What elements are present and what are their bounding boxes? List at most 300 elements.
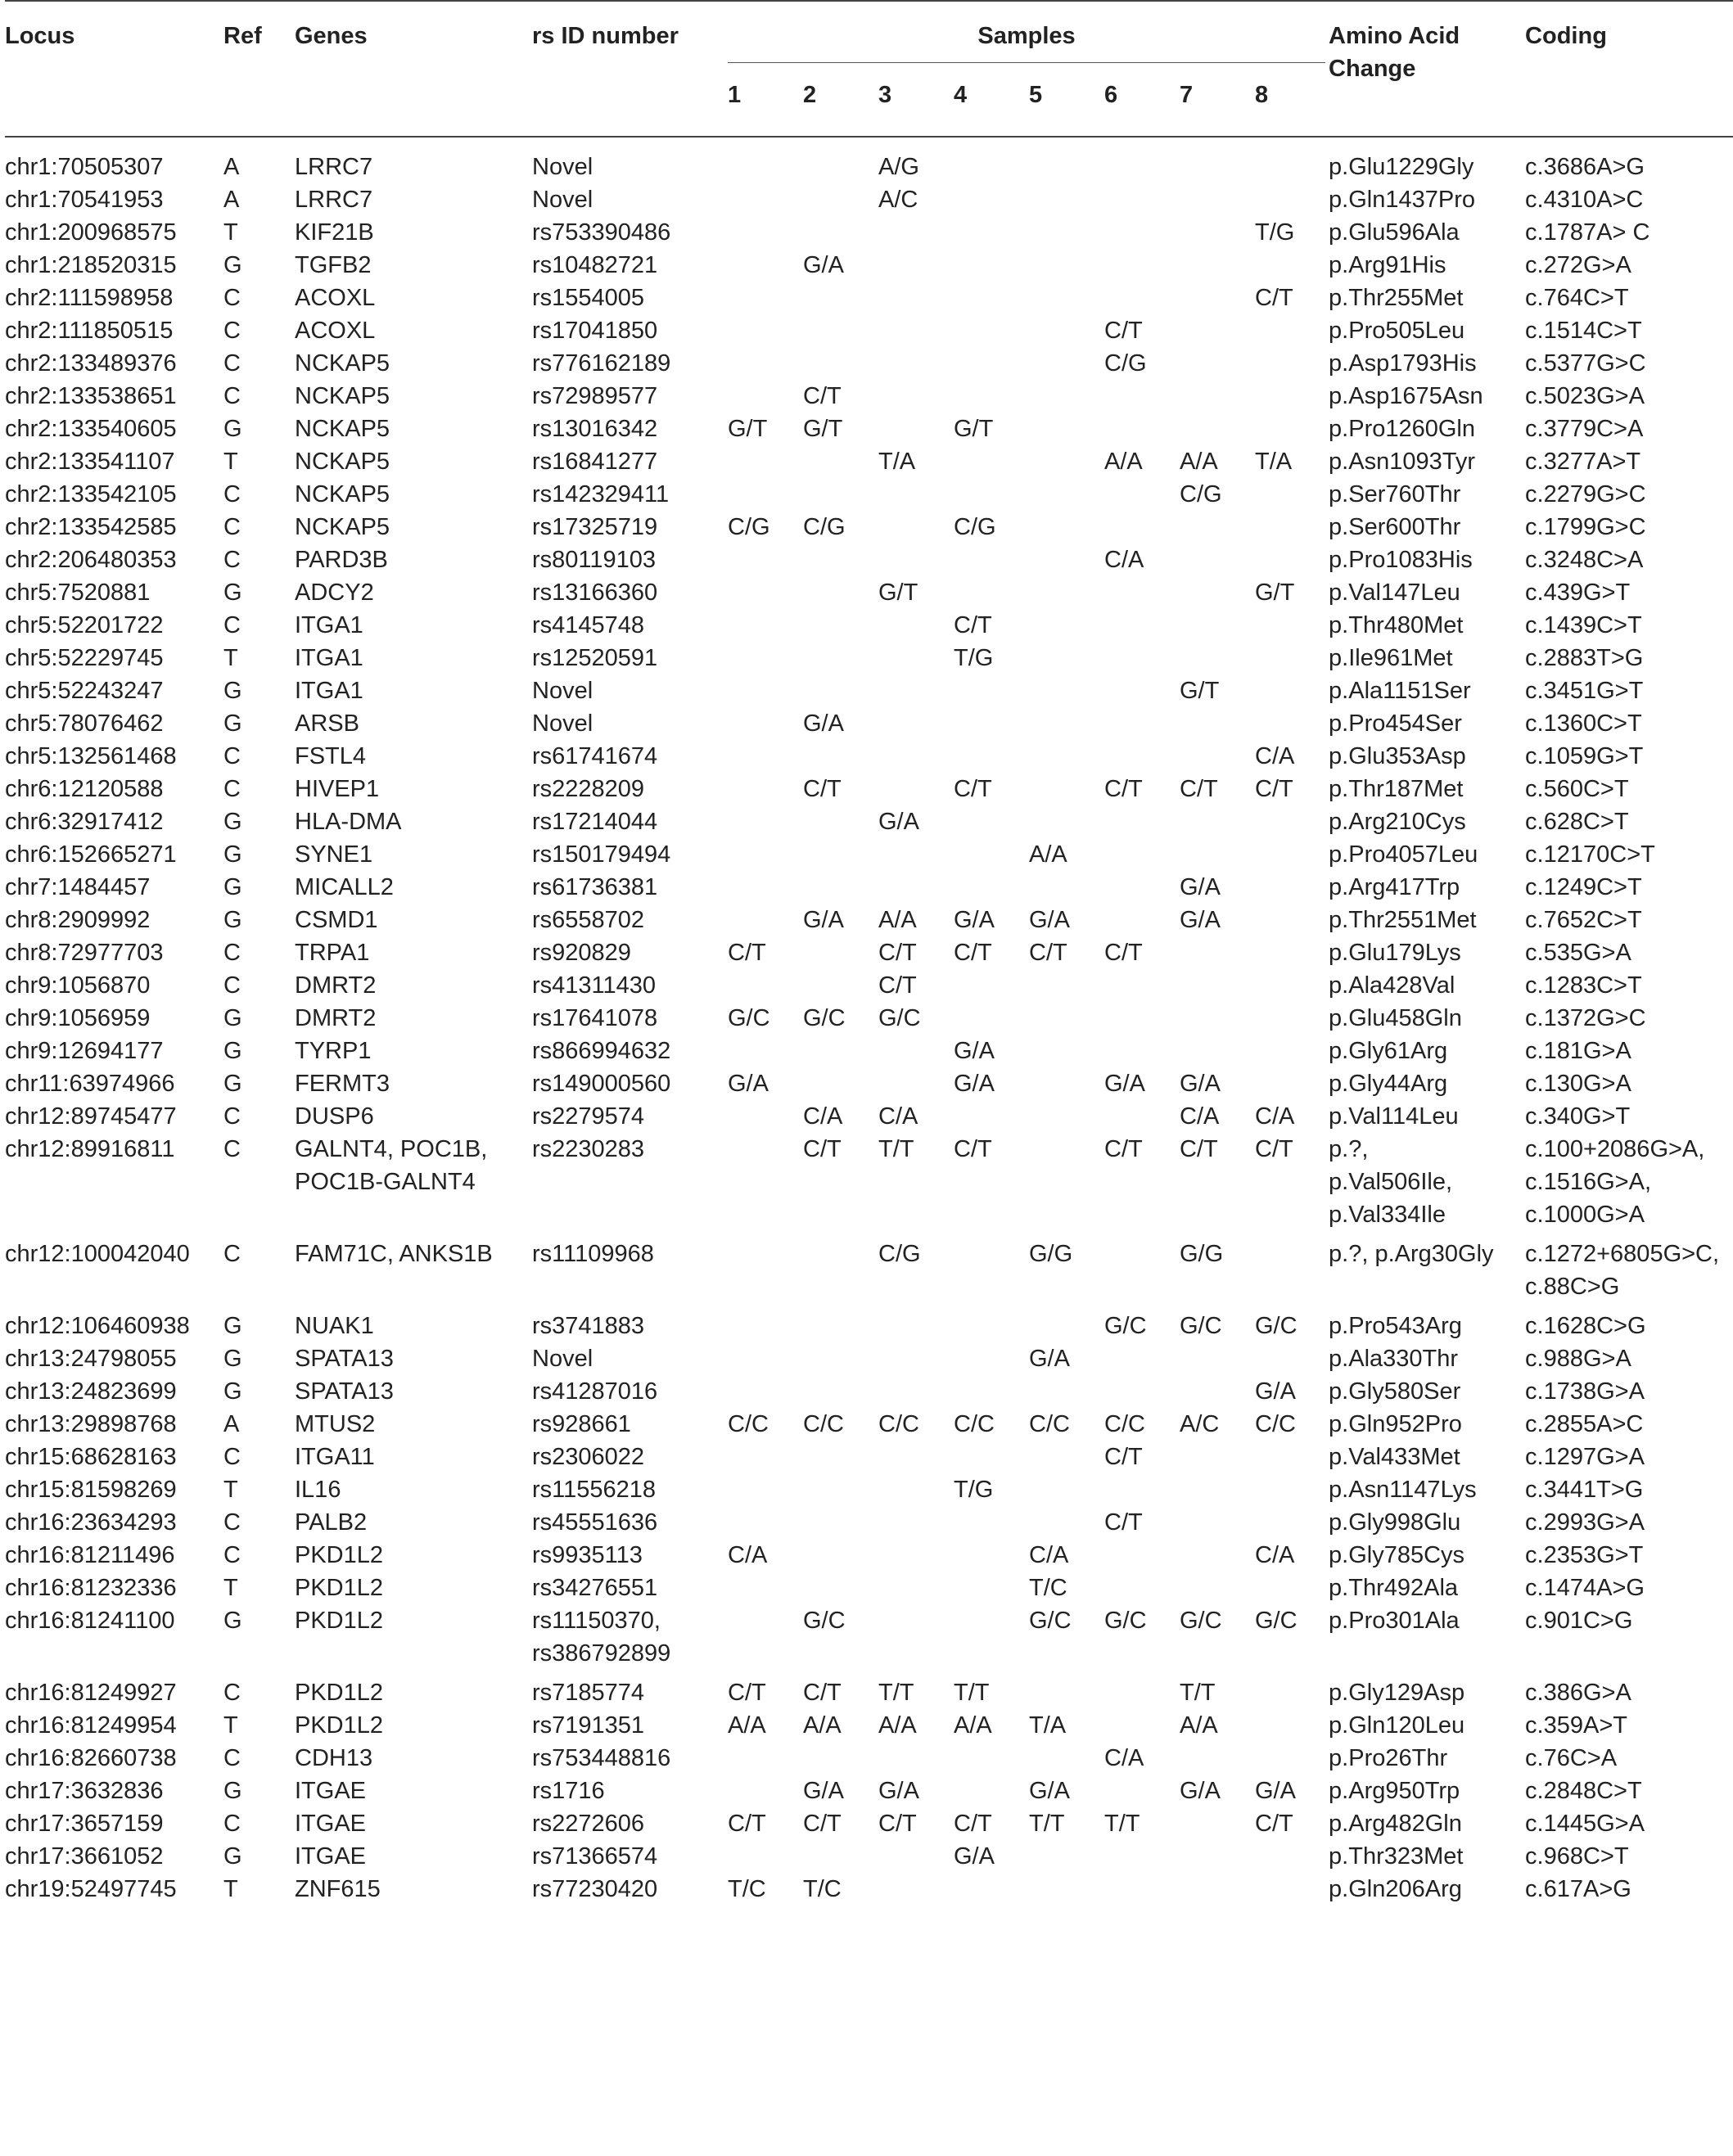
- coding-cell: c.3277A>T: [1525, 449, 1641, 475]
- sample-4-cell: [954, 740, 1029, 773]
- aa-change-cell: p.Gly44Arg: [1329, 1071, 1448, 1097]
- coding-cell: c.1738G>A: [1525, 1378, 1645, 1405]
- sample-2-cell: [803, 183, 878, 216]
- sample-8-cell: [1255, 413, 1329, 445]
- rsid-cell: rs1554005: [532, 285, 645, 311]
- sample-2-cell: G/A: [803, 710, 844, 737]
- sample-2-cell: [803, 969, 878, 1002]
- sample-5-cell: [1029, 1375, 1104, 1408]
- sample-7-cell: [1180, 609, 1255, 642]
- locus-cell: chr2:111598958: [5, 285, 174, 311]
- sample-6-cell: [1104, 674, 1180, 707]
- sample-1-cell: C/G: [728, 514, 770, 540]
- sample-3-cell: [878, 773, 954, 805]
- sample-6-cell: [1104, 1375, 1180, 1408]
- sample-1-cell: A/A: [728, 1712, 766, 1739]
- sample-5-cell: [1029, 609, 1104, 642]
- sample-5-cell: [1029, 347, 1104, 380]
- coding-cell: c.628C>T: [1525, 809, 1629, 835]
- table-row: [5, 871, 1733, 904]
- sample-5-cell: [1029, 805, 1104, 838]
- sample-3-cell: [878, 347, 954, 380]
- coding-cell: c.764C>T: [1525, 285, 1629, 311]
- sample-7-cell: [1180, 1840, 1255, 1873]
- table-row: [5, 1676, 1733, 1709]
- rsid-cell: rs11109968: [532, 1241, 654, 1267]
- sample-1-cell: [728, 347, 803, 380]
- sample-5-cell: T/A: [1029, 1712, 1067, 1739]
- coding-cell: c.617A>G: [1525, 1876, 1631, 1902]
- ref-cell: C: [223, 1103, 241, 1130]
- sample-5-cell: [1029, 511, 1104, 544]
- sample-2-cell: [803, 674, 878, 707]
- sample-1-cell: [728, 445, 803, 478]
- table-row: [5, 609, 1733, 642]
- sample-2-cell: [803, 740, 878, 773]
- sample-8-cell: [1255, 1506, 1329, 1539]
- ref-cell: G: [223, 1071, 242, 1097]
- sample-6-cell: [1104, 216, 1180, 249]
- table-row: [5, 773, 1733, 805]
- sample-1-cell: [728, 1572, 803, 1604]
- sample-2-cell: [803, 642, 878, 674]
- table-row: [5, 282, 1733, 314]
- sample-3-cell: [878, 871, 954, 904]
- rsid-cell: rs9935113: [532, 1542, 643, 1568]
- genes-cell: ITGAE: [295, 1811, 367, 1837]
- sample-5-cell: [1029, 674, 1104, 707]
- sample-2-cell: [803, 1539, 878, 1572]
- table-row: [5, 511, 1733, 544]
- ref-cell: C: [223, 776, 241, 802]
- sample-6-cell: [1104, 1342, 1180, 1375]
- sample-2-cell: [803, 347, 878, 380]
- sample-2-cell: G/A: [803, 252, 844, 278]
- ref-cell: C: [223, 1444, 241, 1470]
- locus-cell: chr13:29898768: [5, 1411, 177, 1437]
- sample-6-cell: [1104, 740, 1180, 773]
- sample-3-cell: [878, 1840, 954, 1873]
- aa-change-cell: p.Thr480Met: [1329, 612, 1464, 638]
- sample-1-cell: [728, 969, 803, 1002]
- sample-1-cell: C/T: [728, 1811, 766, 1837]
- coding-cell: c.272G>A: [1525, 252, 1631, 278]
- sample-6-cell: [1104, 1100, 1180, 1133]
- table-row: [5, 1775, 1733, 1807]
- sample-6-cell: [1104, 969, 1180, 1002]
- locus-cell: chr11:63974966: [5, 1071, 175, 1097]
- rsid-cell: rs150179494: [532, 841, 671, 868]
- sample-4-cell: [954, 544, 1029, 576]
- genes-cell: IL16: [295, 1477, 341, 1503]
- sample-3-cell: C/C: [878, 1411, 919, 1437]
- aa-change-cell: p.Thr323Met: [1329, 1843, 1464, 1870]
- locus-cell: chr16:81249927: [5, 1680, 177, 1706]
- genes-cell: ITGA11: [295, 1444, 375, 1470]
- rsid-cell: rs753390486: [532, 219, 671, 246]
- sample-4-cell: [954, 1342, 1029, 1375]
- aa-change-cell: p.?, p.Val506Ile, p.Val334Ile: [1329, 1136, 1453, 1228]
- sample-5-cell: [1029, 1873, 1104, 1906]
- table-row: [5, 380, 1733, 413]
- sample-1-cell: [728, 544, 803, 576]
- locus-cell: chr17:3657159: [5, 1811, 164, 1837]
- sample-7-cell: [1180, 183, 1255, 216]
- sample-7-cell: [1180, 838, 1255, 871]
- sample-3-cell: [878, 674, 954, 707]
- sample-7-cell: [1180, 314, 1255, 347]
- sample-8-cell: C/T: [1255, 1811, 1293, 1837]
- genes-cell: NCKAP5: [295, 350, 390, 377]
- coding-cell: c.1628C>G: [1525, 1313, 1646, 1339]
- aa-change-cell: p.Arg91His: [1329, 252, 1446, 278]
- sample-5-cell: [1029, 642, 1104, 674]
- genes-cell: NCKAP5: [295, 416, 390, 442]
- sample-4-cell: C/G: [954, 514, 996, 540]
- locus-cell: chr7:1484457: [5, 874, 151, 900]
- rsid-cell: rs7185774: [532, 1680, 645, 1706]
- locus-cell: chr8:72977703: [5, 940, 164, 966]
- ref-cell: A: [223, 187, 240, 213]
- sample-3-cell: [878, 216, 954, 249]
- coding-cell: c.12170C>T: [1525, 841, 1655, 868]
- sample-4-cell: [954, 216, 1029, 249]
- sample-5-cell: [1029, 871, 1104, 904]
- coding-cell: c.2883T>G: [1525, 645, 1644, 671]
- coding-cell: c.5023G>A: [1525, 383, 1645, 409]
- coding-cell: c.1059G>T: [1525, 743, 1644, 769]
- aa-change-cell: p.Gln206Arg: [1329, 1876, 1462, 1902]
- sample-6-cell: [1104, 576, 1180, 609]
- locus-cell: chr15:68628163: [5, 1444, 177, 1470]
- sample-3-cell: [878, 249, 954, 282]
- sample-1-cell: [728, 1441, 803, 1473]
- sample-3-cell: [878, 380, 954, 413]
- table-row: [5, 249, 1733, 282]
- genes-cell: ITGA1: [295, 612, 363, 638]
- ref-cell: A: [223, 154, 240, 180]
- aa-change-cell: p.Gln1437Pro: [1329, 187, 1476, 213]
- coding-cell: c.1372G>C: [1525, 1005, 1646, 1031]
- sample-5-cell: [1029, 380, 1104, 413]
- ref-cell: C: [223, 1542, 241, 1568]
- sample-7-cell: G/T: [1180, 678, 1220, 704]
- sample-1-cell: [728, 1342, 803, 1375]
- sample-6-cell: C/T: [1104, 1509, 1143, 1536]
- ref-cell: G: [223, 1038, 242, 1064]
- locus-cell: chr2:133542585: [5, 514, 177, 540]
- sample-8-cell: [1255, 380, 1329, 413]
- sample-2-cell: C/G: [803, 514, 846, 540]
- rsid-cell: rs71366574: [532, 1843, 658, 1870]
- sample-2-cell: [803, 805, 878, 838]
- locus-cell: chr13:24798055: [5, 1346, 177, 1372]
- aa-change-cell: p.Pro26Thr: [1329, 1745, 1448, 1771]
- rsid-cell: rs2279574: [532, 1103, 645, 1130]
- locus-cell: chr5:78076462: [5, 710, 164, 737]
- sample-6-cell: [1104, 1873, 1180, 1906]
- coding-cell: c.386G>A: [1525, 1680, 1631, 1706]
- table-row: [5, 1539, 1733, 1572]
- sample-1-cell: [728, 773, 803, 805]
- genes-cell: PKD1L2: [295, 1542, 384, 1568]
- sample-8-cell: [1255, 1238, 1329, 1310]
- header-sample-6: 6: [1104, 82, 1118, 108]
- sample-5-cell: [1029, 1133, 1104, 1238]
- sample-4-cell: [954, 347, 1029, 380]
- sample-7-cell: G/C: [1180, 1313, 1222, 1339]
- table-row: [5, 478, 1733, 511]
- ref-cell: C: [223, 1509, 241, 1536]
- rsid-cell: rs2228209: [532, 776, 645, 802]
- coding-cell: c.181G>A: [1525, 1038, 1631, 1064]
- sample-8-cell: [1255, 1002, 1329, 1035]
- sample-6-cell: [1104, 1238, 1180, 1310]
- rsid-cell: Novel: [532, 1346, 593, 1372]
- sample-5-cell: [1029, 478, 1104, 511]
- sample-5-cell: [1029, 576, 1104, 609]
- sample-7-cell: [1180, 740, 1255, 773]
- sample-3-cell: [878, 707, 954, 740]
- genes-cell: CDH13: [295, 1745, 373, 1771]
- table-row: [5, 805, 1733, 838]
- locus-cell: chr19:52497745: [5, 1876, 177, 1902]
- sample-4-cell: [954, 969, 1029, 1002]
- sample-6-cell: G/C: [1104, 1608, 1147, 1634]
- sample-2-cell: C/T: [803, 1811, 842, 1837]
- sample-5-cell: G/A: [1029, 1346, 1070, 1372]
- rsid-cell: rs3741883: [532, 1313, 645, 1339]
- table-body: [5, 137, 1733, 1906]
- sample-7-cell: [1180, 511, 1255, 544]
- ref-cell: C: [223, 940, 241, 966]
- locus-cell: chr16:81211496: [5, 1542, 175, 1568]
- sample-4-cell: [954, 183, 1029, 216]
- sample-8-cell: [1255, 871, 1329, 904]
- ref-cell: C: [223, 350, 241, 377]
- coding-cell: c.1445G>A: [1525, 1811, 1645, 1837]
- ref-cell: T: [223, 1575, 238, 1601]
- ref-cell: C: [223, 383, 241, 409]
- sample-1-cell: [728, 1604, 803, 1676]
- sample-4-cell: [954, 314, 1029, 347]
- coding-cell: c.3451G>T: [1525, 678, 1644, 704]
- ref-cell: C: [223, 318, 241, 344]
- sample-5-cell: G/G: [1029, 1241, 1073, 1267]
- locus-cell: chr1:218520315: [5, 252, 177, 278]
- rsid-cell: rs2272606: [532, 1811, 645, 1837]
- coding-cell: c.2279G>C: [1525, 481, 1646, 507]
- sample-3-cell: G/C: [878, 1005, 921, 1031]
- sample-3-cell: [878, 1539, 954, 1572]
- genes-cell: ADCY2: [295, 580, 374, 606]
- rsid-cell: rs12520591: [532, 645, 658, 671]
- locus-cell: chr16:82660738: [5, 1745, 177, 1771]
- sample-4-cell: [954, 674, 1029, 707]
- coding-cell: c.5377G>C: [1525, 350, 1646, 377]
- sample-8-cell: C/A: [1255, 1542, 1295, 1568]
- sample-7-cell: [1180, 707, 1255, 740]
- sample-8-cell: G/A: [1255, 1778, 1296, 1804]
- header-locus: Locus: [5, 1, 223, 137]
- sample-6-cell: C/A: [1104, 1745, 1144, 1771]
- aa-change-cell: p.Thr255Met: [1329, 285, 1464, 311]
- aa-change-cell: p.Glu458Gln: [1329, 1005, 1462, 1031]
- sample-8-cell: G/T: [1255, 580, 1295, 606]
- genes-cell: NCKAP5: [295, 383, 390, 409]
- sample-7-cell: [1180, 1807, 1255, 1840]
- table-row: [5, 1035, 1733, 1067]
- ref-cell: C: [223, 547, 241, 573]
- genes-cell: PARD3B: [295, 547, 388, 573]
- sample-8-cell: [1255, 1572, 1329, 1604]
- locus-cell: chr16:81232336: [5, 1575, 177, 1601]
- sample-5-cell: [1029, 137, 1104, 183]
- sample-8-cell: [1255, 137, 1329, 183]
- sample-1-cell: [728, 871, 803, 904]
- sample-3-cell: A/A: [878, 907, 917, 933]
- locus-cell: chr17:3632836: [5, 1778, 164, 1804]
- ref-cell: T: [223, 1712, 238, 1739]
- ref-cell: A: [223, 1411, 240, 1437]
- sample-4-cell: G/A: [954, 1071, 995, 1097]
- genes-cell: NUAK1: [295, 1313, 374, 1339]
- sample-2-cell: G/T: [803, 416, 843, 442]
- sample-1-cell: [728, 1775, 803, 1807]
- sample-5-cell: [1029, 740, 1104, 773]
- table-row: [5, 1238, 1733, 1310]
- sample-6-cell: C/T: [1104, 940, 1143, 966]
- sample-1-cell: [728, 576, 803, 609]
- sample-5-cell: [1029, 282, 1104, 314]
- locus-cell: chr1:70505307: [5, 154, 164, 180]
- genes-cell: ACOXL: [295, 285, 376, 311]
- locus-cell: chr9:1056959: [5, 1005, 151, 1031]
- coding-cell: c.1272+6805G>C, c.88C>G: [1525, 1241, 1720, 1300]
- header-sample-4: 4: [954, 82, 968, 108]
- sample-6-cell: A/A: [1104, 449, 1143, 475]
- sample-4-cell: [954, 1539, 1029, 1572]
- sample-2-cell: [803, 216, 878, 249]
- table-row: [5, 216, 1733, 249]
- sample-6-cell: [1104, 1473, 1180, 1506]
- ref-cell: C: [223, 285, 241, 311]
- table-row: [5, 707, 1733, 740]
- sample-7-cell: [1180, 380, 1255, 413]
- header-sample-1: 1: [728, 82, 742, 108]
- sample-7-cell: G/A: [1180, 874, 1221, 900]
- locus-cell: chr6:152665271: [5, 841, 177, 868]
- aa-change-cell: p.Thr492Ala: [1329, 1575, 1459, 1601]
- sample-6-cell: [1104, 838, 1180, 871]
- rsid-cell: rs41287016: [532, 1378, 658, 1405]
- sample-4-cell: G/A: [954, 907, 995, 933]
- sample-8-cell: C/A: [1255, 743, 1295, 769]
- ref-cell: C: [223, 1136, 241, 1162]
- sample-8-cell: T/G: [1255, 219, 1295, 246]
- ref-cell: G: [223, 1378, 242, 1405]
- sample-4-cell: [954, 838, 1029, 871]
- sample-7-cell: [1180, 282, 1255, 314]
- sample-2-cell: [803, 609, 878, 642]
- sample-2-cell: [803, 1067, 878, 1100]
- coding-cell: c.2993G>A: [1525, 1509, 1645, 1536]
- header-aa-change: Amino Acid Change: [1329, 1, 1525, 137]
- sample-8-cell: [1255, 1441, 1329, 1473]
- sample-4-cell: [954, 249, 1029, 282]
- sample-3-cell: G/A: [878, 1778, 919, 1804]
- sample-3-cell: C/A: [878, 1103, 918, 1130]
- sample-3-cell: [878, 1375, 954, 1408]
- sample-6-cell: C/T: [1104, 776, 1143, 802]
- sample-3-cell: [878, 1742, 954, 1775]
- sample-3-cell: A/A: [878, 1712, 917, 1739]
- sample-5-cell: [1029, 1840, 1104, 1873]
- sample-4-cell: [954, 576, 1029, 609]
- sample-4-cell: C/T: [954, 776, 992, 802]
- coding-cell: c.2855A>C: [1525, 1411, 1644, 1437]
- sample-4-cell: [954, 380, 1029, 413]
- sample-2-cell: [803, 1742, 878, 1775]
- header-sample-3: 3: [878, 82, 892, 108]
- sample-1-cell: G/A: [728, 1071, 769, 1097]
- sample-1-cell: [728, 216, 803, 249]
- aa-change-cell: p.Val114Leu: [1329, 1103, 1459, 1130]
- sample-7-cell: A/A: [1180, 1712, 1218, 1739]
- sample-5-cell: [1029, 1506, 1104, 1539]
- genes-cell: NCKAP5: [295, 481, 390, 507]
- sample-2-cell: [803, 1310, 878, 1342]
- sample-6-cell: [1104, 1002, 1180, 1035]
- genes-cell: PKD1L2: [295, 1712, 384, 1739]
- sample-2-cell: [803, 1473, 878, 1506]
- sample-3-cell: [878, 544, 954, 576]
- sample-8-cell: C/C: [1255, 1411, 1296, 1437]
- coding-cell: c.1360C>T: [1525, 710, 1642, 737]
- genes-cell: SYNE1: [295, 841, 373, 868]
- sample-8-cell: C/A: [1255, 1103, 1295, 1130]
- table-row: [5, 1342, 1733, 1375]
- sample-3-cell: [878, 1035, 954, 1067]
- coding-cell: c.76C>A: [1525, 1745, 1618, 1771]
- sample-7-cell: A/A: [1180, 449, 1218, 475]
- sample-5-cell: [1029, 1676, 1104, 1709]
- sample-5-cell: [1029, 1310, 1104, 1342]
- sample-7-cell: [1180, 1473, 1255, 1506]
- sample-1-cell: [728, 1473, 803, 1506]
- rsid-cell: rs2230283: [532, 1136, 645, 1162]
- coding-cell: c.2848C>T: [1525, 1778, 1642, 1804]
- sample-2-cell: [803, 544, 878, 576]
- sample-8-cell: [1255, 969, 1329, 1002]
- table-row: [5, 183, 1733, 216]
- locus-cell: chr16:81241100: [5, 1608, 175, 1634]
- genes-cell: FERMT3: [295, 1071, 390, 1097]
- table-row: [5, 936, 1733, 969]
- aa-change-cell: p.Arg417Trp: [1329, 874, 1460, 900]
- sample-6-cell: [1104, 282, 1180, 314]
- sample-3-cell: C/T: [878, 1811, 917, 1837]
- aa-change-cell: p.Ala428Val: [1329, 972, 1455, 999]
- genes-cell: FAM71C, ANKS1B: [295, 1241, 493, 1267]
- sample-8-cell: [1255, 249, 1329, 282]
- table-row: [5, 1873, 1733, 1906]
- sample-5-cell: A/A: [1029, 841, 1067, 868]
- sample-5-cell: [1029, 1742, 1104, 1775]
- rsid-cell: rs10482721: [532, 252, 658, 278]
- sample-7-cell: [1180, 1441, 1255, 1473]
- sample-2-cell: C/A: [803, 1103, 843, 1130]
